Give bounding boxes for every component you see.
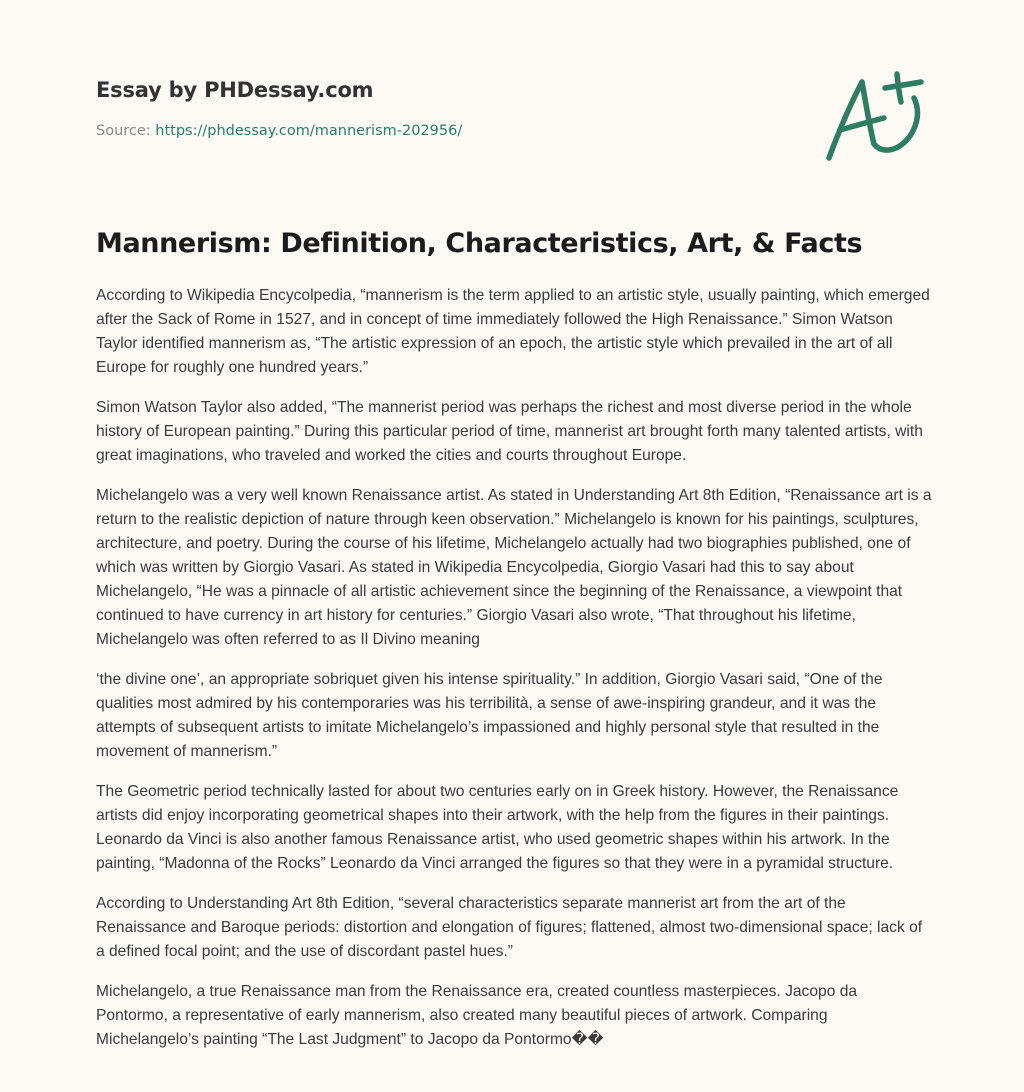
paragraph: The Geometric period technically lasted for about two centuries early on in Greek history. However, the Renaissance artists did enjoy incorporating geometrical shapes into their artwork, with the help from the figures in their paintings. Leonardo da Vinci is also another famous Renaissance artist, who used geometric shapes within his artwork. In the painting, “Madonna of the Rocks” Leonardo da Vinci arranged the figures so that they were in a pyramidal structure. (96, 783, 899, 872)
paragraph: Michelangelo, a true Renaissance man from the Renaissance era, created countless masterpieces. Jacopo da Pontormo, a representative of early mannerism, also created many beautiful pieces of artwork. Comparing Michelangelo’s painting “The Last Judgment” to Jacopo da Pontormo�� (96, 983, 858, 1048)
source-label: Source: (96, 123, 151, 139)
article-body (96, 284, 932, 1068)
paragraph: Michelangelo was a very well known Renaissance artist. As stated in Understanding Art 8th Edition, “Renaissance art is a return to the realistic depiction of nature through keen observation.” Michelangelo is known for his paintings, sculptures, architecture, and poetry. During the course of his lifetime, Michelangelo actually had two biographies published, one of which was written by Giorgio Vasari. As stated in Wikipedia Encycolpedia, Giorgio Vasari had this to say about Michelangelo, “He was a pinnacle of all artistic achievement since the beginning of the Renaissance, a viewpoint that continued to have currency in art history for centuries.” Giorgio Vasari also wrote, “That throughout his lifetime, Michelangelo was often referred to as Il Divino meaning (96, 487, 932, 648)
a-plus-grade-icon (822, 66, 928, 166)
paragraph: According to Wikipedia Encycolpedia, “mannerism is the term applied to an artistic style, usually painting, which emerged after the Sack of Rome in 1527, and in concept of time immediately followed the High Renaissance.” Simon Watson Taylor identified mannerism as, “The artistic expression of an epoch, the artistic style which prevailed in the art of all Europe for roughly one hundred years.” (96, 287, 930, 376)
essay-header (96, 76, 796, 141)
source-link[interactable]: https://phdessay.com/mannerism-202956/ (155, 123, 463, 139)
article-title: Mannerism: Definition, Characteristics, Art, & Facts (96, 228, 863, 259)
paragraph: ‘the divine one’, an appropriate sobriquet given his intense spirituality.” In addition, Giorgio Vasari said, “One of the qualities most admired by his contemporaries was his terribilità, a sense of awe-inspiring grandeur, and it was the attempts of subsequent artists to imitate Michelangelo’s impassioned and highly personal style that resulted in the movement of mannerism.” (96, 671, 883, 760)
paragraph: According to Understanding Art 8th Edition, “several characteristics separate mannerist art from the art of the Renaissance and Baroque periods: distortion and elongation of figures; flattened, almost two-dimensional space; lack of a defined focal point; and the use of discordant pastel hues.” (96, 895, 923, 960)
paragraph: Simon Watson Taylor also added, “The mannerist period was perhaps the richest and most diverse period in the whole history of European painting.” During this particular period of time, mannerist art brought forth many talented artists, with great imaginations, who traveled and worked the cities and courts throughout Europe. (96, 399, 923, 464)
source-line (96, 121, 796, 141)
brand-title: Essay by PHDessay.com (96, 78, 374, 102)
